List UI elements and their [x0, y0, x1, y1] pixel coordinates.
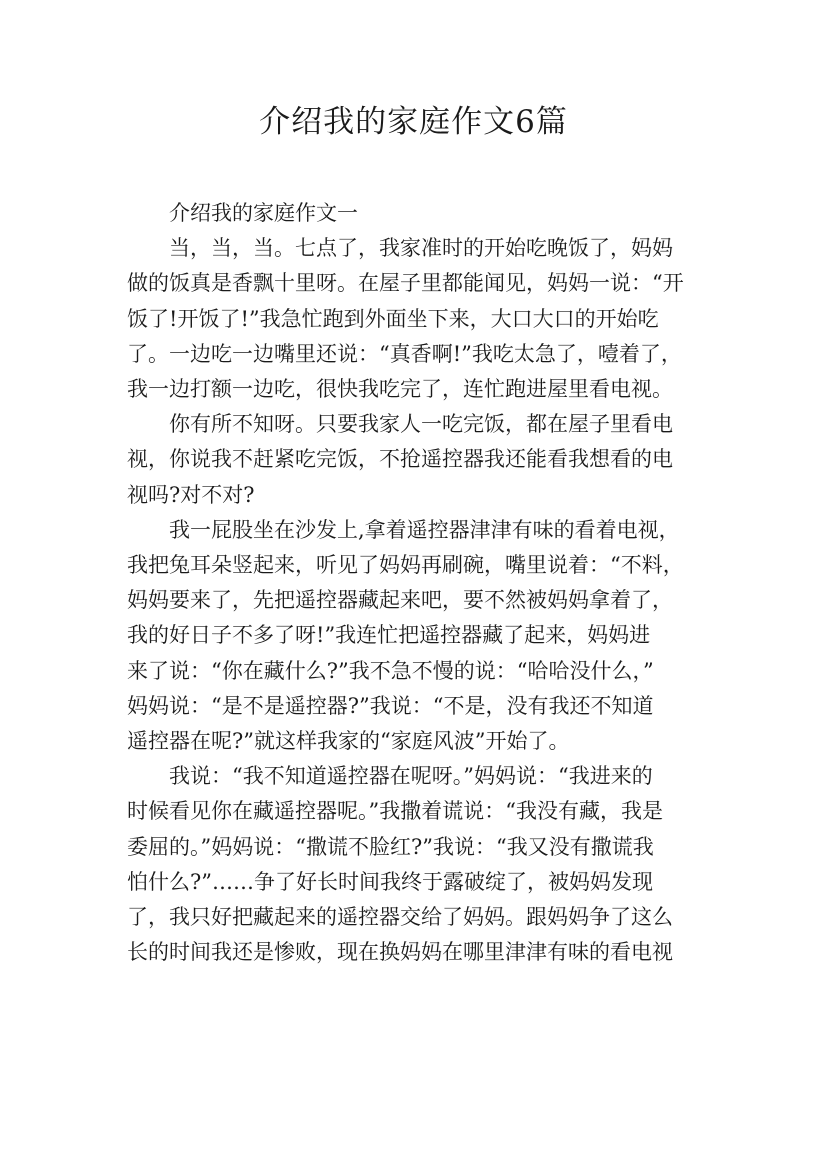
document-title: 介绍我的家庭作文6篇	[259, 104, 568, 140]
text-line: 委屈的。”妈妈说：“撒谎不脸红?”我说：“我又没有撒谎我	[127, 834, 654, 859]
text-line: 我一边打额一边吃，很快我吃完了，连忙跑进屋里看电视。	[127, 377, 673, 402]
text-line: 来了说：“你在藏什么?”我不急不慢的说：“哈哈没什么，”	[127, 658, 654, 683]
text-line: 了，我只好把藏起来的遥控器交给了妈妈。跟妈妈争了这么	[127, 905, 673, 930]
text-line: 怕什么?”……争了好长时间我终于露破绽了，被妈妈发现	[127, 869, 653, 894]
text-line: 时候看见你在藏遥控器呢。”我撒着谎说：“我没有藏，我是	[127, 799, 663, 824]
text-line: 视，你说我不赶紧吃完饭，不抢遥控器我还能看我想看的电	[127, 447, 673, 472]
text-line: 我说：“我不知道遥控器在呢呀。”妈妈说：“我进来的	[169, 764, 653, 789]
text-line: 我把兔耳朵竖起来，听见了妈妈再刷碗，嘴里说着：“不料，	[127, 553, 684, 578]
text-line: 你有所不知呀。只要我家人一吃完饭，都在屋子里看电	[169, 412, 673, 437]
text-line: 我的好日子不多了呀!”我连忙把遥控器藏了起来，妈妈进	[127, 623, 651, 648]
text-line: 遥控器在呢?”就这样我家的“家庭风波”开始了。	[127, 729, 570, 754]
text-line: 我一屁股坐在沙发上,拿着遥控器津津有味的看着电视，	[169, 517, 680, 542]
text-line: 妈妈说：“是不是遥控器?”我说：“不是，没有我还不知道	[127, 693, 654, 718]
paragraph-lines	[127, 231, 717, 970]
text-line: 视吗?对不对?	[127, 482, 255, 507]
text-line: 长的时间我还是惨败，现在换妈妈在哪里津津有味的看电视	[127, 940, 673, 965]
text-line: 当，当，当。七点了，我家准时的开始吃晚饭了，妈妈	[169, 236, 673, 261]
document-body	[127, 196, 717, 970]
text-line: 了。一边吃一边嘴里还说：“真香啊!”我吃太急了，噎着了，	[127, 341, 682, 366]
text-line: 妈妈要来了，先把遥控器藏起来吧，要不然被妈妈拿着了，	[127, 588, 673, 613]
section-heading: 介绍我的家庭作文一	[169, 201, 358, 225]
text-line: 饭了!开饭了!”我急忙跑到外面坐下来，大口大口的开始吃	[127, 306, 659, 331]
text-line: 做的饭真是香飘十里呀。在屋子里都能闻见，妈妈一说：“开	[127, 271, 684, 296]
